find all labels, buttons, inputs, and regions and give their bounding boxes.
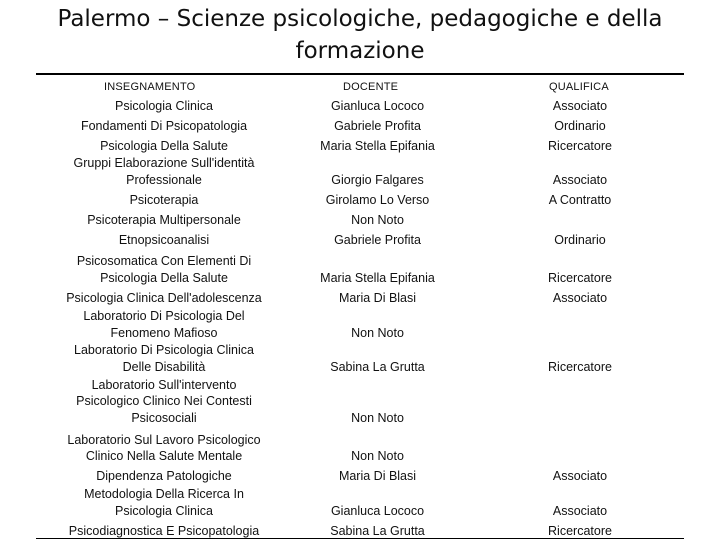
insegnamento-cell: Laboratorio Sull'intervento xyxy=(91,378,237,392)
qualifica-cell: Associato xyxy=(552,99,608,113)
insegnamento-cell: Laboratorio Sul Lavoro Psicologico xyxy=(67,433,261,447)
insegnamento-cell: Clinico Nella Salute Mentale xyxy=(85,449,243,463)
insegnamento-cell: Fondamenti Di Psicopatologia xyxy=(80,119,248,133)
insegnamento-cell: Metodologia Della Ricerca In xyxy=(84,487,244,501)
insegnamento-cell: Fenomeno Mafioso xyxy=(110,326,218,340)
insegnamento-cell: Dipendenza Patologiche xyxy=(96,469,232,483)
docente-cell: Gianluca Lococo xyxy=(330,99,425,113)
insegnamento-cell: Psicologia Della Salute xyxy=(100,139,228,153)
qualifica-cell: Ordinario xyxy=(554,233,606,247)
insegnamento-cell: Gruppi Elaborazione Sull'identità xyxy=(73,156,255,170)
docente-cell: Girolamo Lo Verso xyxy=(325,193,430,207)
qualifica-cell: Associato xyxy=(552,173,608,187)
bottom-rule xyxy=(36,538,684,539)
docente-cell: Sabina La Grutta xyxy=(330,360,425,374)
qualifica-cell: Ricercatore xyxy=(548,271,612,285)
header-rule xyxy=(36,73,684,75)
insegnamento-cell: Psicoterapia Multipersonale xyxy=(87,213,241,227)
insegnamento-cell: Psicosomatica Con Elementi Di xyxy=(76,254,252,268)
docente-cell: Maria Di Blasi xyxy=(338,291,417,305)
qualifica-cell: Associato xyxy=(552,291,608,305)
column-header-insegnamento: INSEGNAMENTO xyxy=(104,81,196,93)
insegnamento-cell: Psicologia Della Salute xyxy=(100,271,228,285)
qualifica-cell: Ricercatore xyxy=(548,524,612,538)
insegnamento-cell: Psicosociali xyxy=(131,411,197,425)
docente-cell: Maria Stella Epifania xyxy=(320,139,435,153)
docente-cell: Gianluca Lococo xyxy=(330,504,425,518)
insegnamento-cell: Psicodiagnostica E Psicopatologia xyxy=(68,524,260,538)
docente-cell: Maria Di Blasi xyxy=(338,469,417,483)
qualifica-cell: Ricercatore xyxy=(548,139,612,153)
docente-cell: Gabriele Profita xyxy=(334,233,421,247)
insegnamento-cell: Etnopsicoanalisi xyxy=(118,233,210,247)
docente-cell: Non Noto xyxy=(351,449,404,463)
insegnamento-cell: Psicologico Clinico Nei Contesti xyxy=(76,394,252,408)
column-header-qualifica: QUALIFICA xyxy=(549,81,609,93)
insegnamento-cell: Psicologia Clinica xyxy=(115,504,213,518)
insegnamento-cell: Psicologia Clinica Dell'adolescenza xyxy=(66,291,262,305)
page-title-line-1: Palermo – Scienze psicologiche, pedagogiche e della xyxy=(57,6,663,32)
column-header-docente: DOCENTE xyxy=(343,81,399,93)
docente-cell: Sabina La Grutta xyxy=(330,524,425,538)
docente-cell: Giorgio Falgares xyxy=(331,173,424,187)
insegnamento-cell: Psicoterapia xyxy=(129,193,199,207)
page-title-line-2: formazione xyxy=(295,38,425,64)
docente-cell: Maria Stella Epifania xyxy=(320,271,435,285)
qualifica-cell: A Contratto xyxy=(548,193,612,207)
insegnamento-cell: Psicologia Clinica xyxy=(115,99,213,113)
docente-cell: Non Noto xyxy=(351,411,404,425)
docente-cell: Non Noto xyxy=(351,213,404,227)
qualifica-cell: Associato xyxy=(552,469,608,483)
docente-cell: Gabriele Profita xyxy=(334,119,421,133)
insegnamento-cell: Professionale xyxy=(126,173,202,187)
qualifica-cell: Associato xyxy=(552,504,608,518)
qualifica-cell: Ricercatore xyxy=(548,360,612,374)
qualifica-cell: Ordinario xyxy=(554,119,606,133)
docente-cell: Non Noto xyxy=(351,326,404,340)
insegnamento-cell: Laboratorio Di Psicologia Del xyxy=(83,309,245,323)
insegnamento-cell: Delle Disabilità xyxy=(122,360,206,374)
insegnamento-cell: Laboratorio Di Psicologia Clinica xyxy=(74,343,254,357)
